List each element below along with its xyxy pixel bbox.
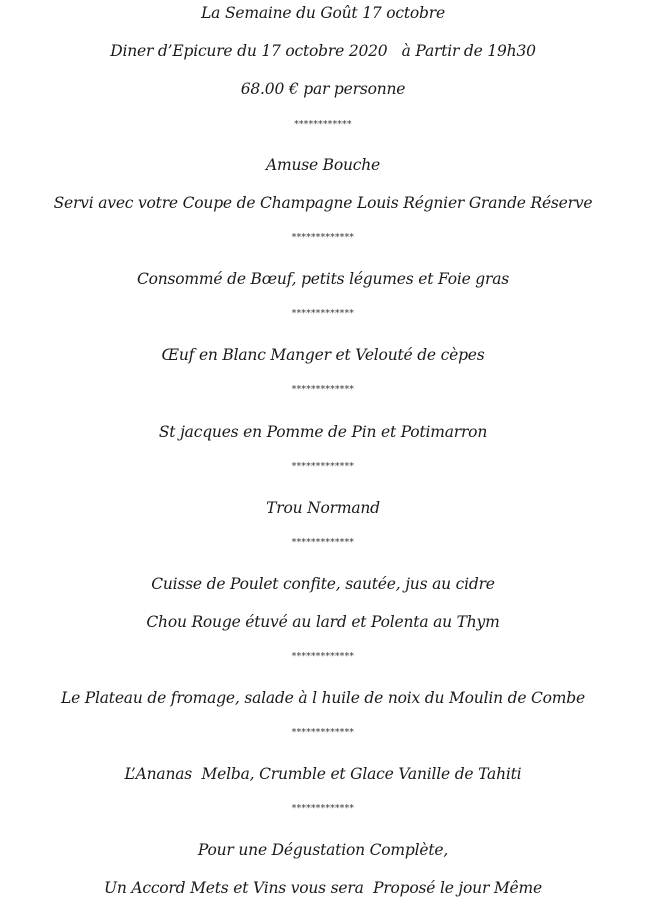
course-line: Servi avec votre Coupe de Champagne Louis Régnier Grande Réserve xyxy=(53,194,593,212)
separator: ************* xyxy=(291,804,355,814)
course-line: Chou Rouge étuvé au lard et Polenta au Thym xyxy=(146,613,500,631)
menu-title: La Semaine du Goût 17 octobre xyxy=(201,4,445,22)
course-line: Consommé de Bœuf, petits légumes et Foie gras xyxy=(136,270,510,288)
event-line: Diner d’Epicure du 17 octobre 2020 à Partir de 19h30 xyxy=(110,42,536,60)
separator: ************* xyxy=(291,233,355,243)
course-line: St jacques en Pomme de Pin et Potimarron xyxy=(158,423,488,441)
course-line: L’Ananas Melba, Crumble et Glace Vanille de Tahiti xyxy=(124,765,522,783)
separator: ************* xyxy=(291,652,355,662)
price-line: 68.00 € par personne xyxy=(240,80,406,98)
separator: ************* xyxy=(291,462,355,472)
course-line: Trou Normand xyxy=(266,499,380,517)
footer-line: Un Accord Mets et Vins vous sera Proposé le jour Même xyxy=(103,879,543,897)
separator: ************* xyxy=(291,728,355,738)
separator: ************* xyxy=(291,385,355,395)
course-line: Œuf en Blanc Manger et Velouté de cèpes xyxy=(161,346,485,364)
separator: ************ xyxy=(294,120,352,130)
footer-line: Pour une Dégustation Complète, xyxy=(197,841,449,859)
separator: ************* xyxy=(291,309,355,319)
separator: ************* xyxy=(291,538,355,548)
course-line: Cuisse de Poulet confite, sautée, jus au cidre xyxy=(151,575,495,593)
course-line: Amuse Bouche xyxy=(265,156,381,174)
course-line: Le Plateau de fromage, salade à l huile de noix du Moulin de Combe xyxy=(60,689,586,707)
